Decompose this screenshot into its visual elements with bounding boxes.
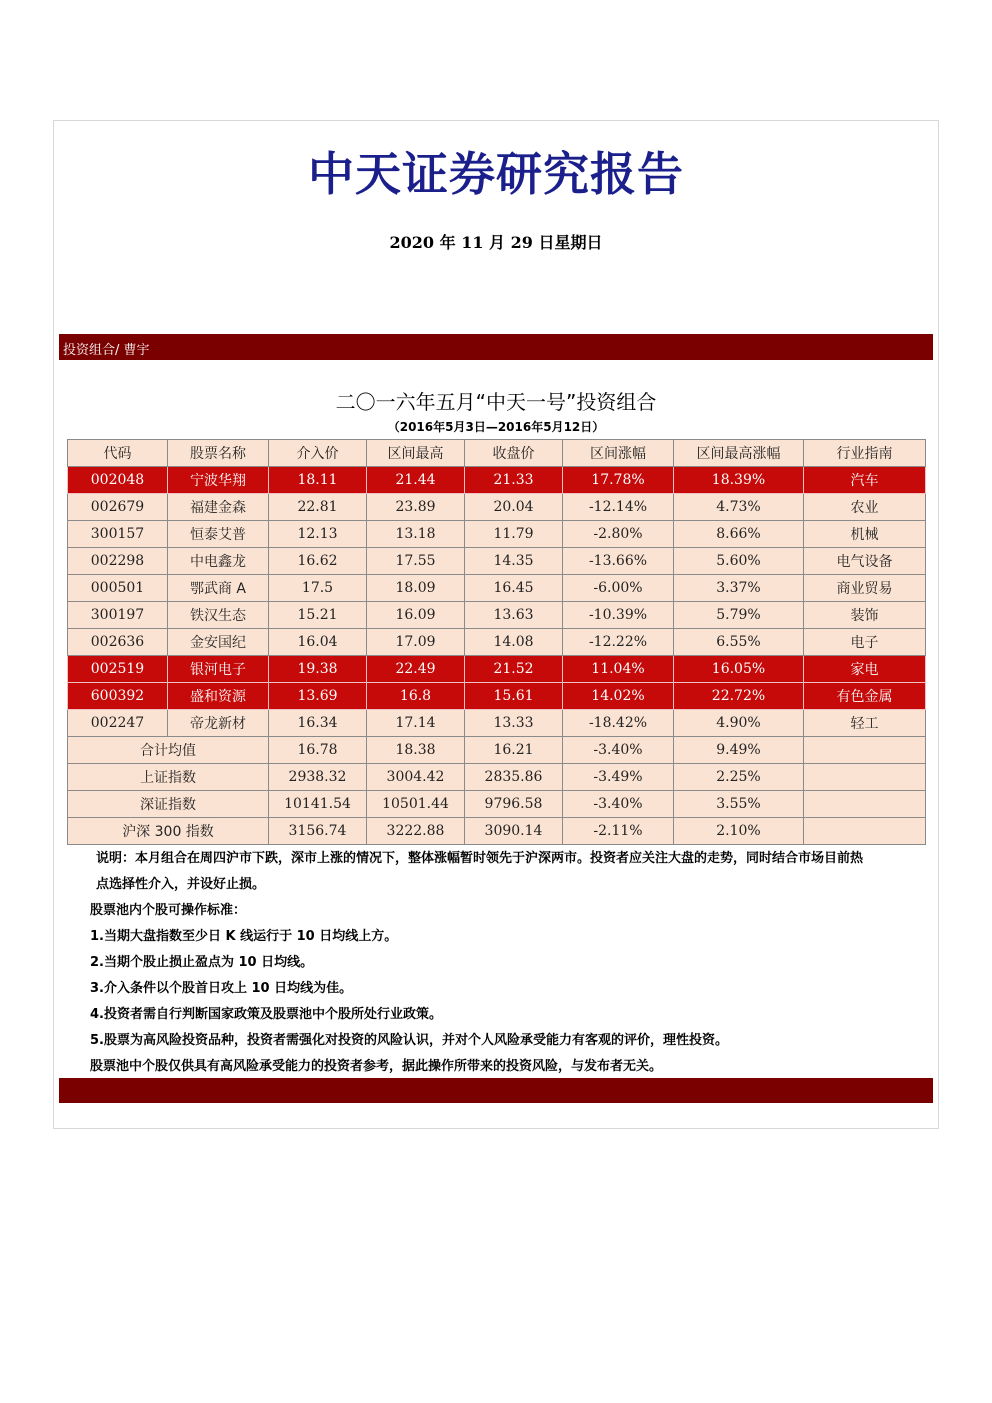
summary-label: 上证指数 — [68, 764, 269, 791]
table-cell-industry: 商业贸易 — [804, 575, 926, 602]
summary-label: 深证指数 — [68, 791, 269, 818]
table-cell-code: 600392 — [68, 683, 168, 710]
table-cell-change: 17.78% — [563, 467, 674, 494]
summary-cell-high: 18.38 — [367, 737, 465, 764]
portfolio-title: 二〇一六年五月“中天一号”投资组合 — [335, 390, 657, 414]
table-cell-max-change: 3.37% — [674, 575, 804, 602]
table-cell-entry: 13.69 — [269, 683, 367, 710]
summary-cell-max-change: 9.49% — [674, 737, 804, 764]
summary-cell-high: 3004.42 — [367, 764, 465, 791]
table-cell-max-change: 5.79% — [674, 602, 804, 629]
table-cell-close: 14.08 — [465, 629, 563, 656]
table-cell-close: 11.79 — [465, 521, 563, 548]
table-cell-entry: 16.34 — [269, 710, 367, 737]
table-cell-name: 金安国纪 — [168, 629, 269, 656]
table-cell-close: 13.63 — [465, 602, 563, 629]
summary-label: 合计均值 — [68, 737, 269, 764]
portfolio-period: （2016年5月3日—2016年5月12日） — [387, 420, 605, 434]
table-cell-name: 恒泰艾普 — [168, 521, 269, 548]
table-cell-industry: 汽车 — [804, 467, 926, 494]
summary-cell-entry: 3156.74 — [269, 818, 367, 845]
table-cell-industry: 家电 — [804, 656, 926, 683]
table-cell-code: 002298 — [68, 548, 168, 575]
header-cell: 区间涨幅 — [563, 440, 674, 467]
table-cell-entry: 16.04 — [269, 629, 367, 656]
table-cell-high: 17.14 — [367, 710, 465, 737]
summary-cell-empty — [804, 791, 926, 818]
table-cell-high: 21.44 — [367, 467, 465, 494]
summary-cell-change: -3.49% — [563, 764, 674, 791]
summary-row — [68, 791, 926, 818]
explanation-line: 说明：本月组合在周四沪市下跌，深市上涨的情况下，整体涨幅暂时领先于沪深两市。投资者应关注大盘的走势，同时结合市场目前热 — [96, 851, 864, 866]
summary-cell-max-change: 3.55% — [674, 791, 804, 818]
table-cell-name: 鄂武商 A — [168, 575, 269, 602]
table-row — [68, 521, 926, 548]
summary-label: 沪深 300 指数 — [68, 818, 269, 845]
table-cell-code: 002679 — [68, 494, 168, 521]
footer-bar — [59, 1078, 933, 1103]
table-cell-code: 002048 — [68, 467, 168, 494]
summary-row — [68, 764, 926, 791]
table-cell-max-change: 4.90% — [674, 710, 804, 737]
table-cell-change: -13.66% — [563, 548, 674, 575]
table-cell-entry: 18.11 — [269, 467, 367, 494]
table-cell-high: 13.18 — [367, 521, 465, 548]
table-row — [68, 467, 926, 494]
table-cell-industry: 装饰 — [804, 602, 926, 629]
table-row — [68, 494, 926, 521]
table-cell-name: 宁波华翔 — [168, 467, 269, 494]
criteria-item: 5.股票为高风险投资品种，投资者需强化对投资的风险认识，并对个人风险承受能力有客观的评价，理性投资。 — [90, 1033, 728, 1048]
summary-cell-close: 16.21 — [465, 737, 563, 764]
summary-cell-entry: 16.78 — [269, 737, 367, 764]
table-cell-change: -18.42% — [563, 710, 674, 737]
table-cell-industry: 电气设备 — [804, 548, 926, 575]
header-cell: 区间最高涨幅 — [674, 440, 804, 467]
table-cell-industry: 轻工 — [804, 710, 926, 737]
summary-cell-entry: 10141.54 — [269, 791, 367, 818]
table-cell-name: 中电鑫龙 — [168, 548, 269, 575]
table-cell-name: 银河电子 — [168, 656, 269, 683]
table-cell-max-change: 4.73% — [674, 494, 804, 521]
table-cell-change: 14.02% — [563, 683, 674, 710]
table-cell-entry: 15.21 — [269, 602, 367, 629]
summary-row — [68, 737, 926, 764]
table-cell-close: 14.35 — [465, 548, 563, 575]
section-bar-label: 投资组合/ 曹宇 — [63, 343, 150, 358]
table-cell-high: 18.09 — [367, 575, 465, 602]
summary-cell-empty — [804, 818, 926, 845]
table-row — [68, 710, 926, 737]
disclaimer: 股票池中个股仅供具有高风险承受能力的投资者参考，据此操作所带来的投资风险，与发布者无关。 — [90, 1059, 663, 1074]
table-row — [68, 656, 926, 683]
table-cell-name: 福建金森 — [168, 494, 269, 521]
table-cell-high: 16.09 — [367, 602, 465, 629]
table-cell-high: 16.8 — [367, 683, 465, 710]
table-cell-change: -2.80% — [563, 521, 674, 548]
criteria-item: 4.投资者需自行判断国家政策及股票池中个股所处行业政策。 — [90, 1007, 442, 1022]
table-cell-max-change: 16.05% — [674, 656, 804, 683]
summary-cell-empty — [804, 764, 926, 791]
summary-cell-change: -3.40% — [563, 791, 674, 818]
criteria-item: 2.当期个股止损止盈点为 10 日均线。 — [90, 955, 314, 970]
summary-cell-close: 9796.58 — [465, 791, 563, 818]
table-cell-code: 000501 — [68, 575, 168, 602]
table-cell-max-change: 5.60% — [674, 548, 804, 575]
summary-cell-max-change: 2.10% — [674, 818, 804, 845]
table-cell-max-change: 22.72% — [674, 683, 804, 710]
explanation-line: 点选择性介入，并设好止损。 — [96, 877, 266, 892]
table-cell-close: 15.61 — [465, 683, 563, 710]
report-title: 中天证券研究报告 — [308, 147, 684, 201]
table-header-row — [68, 440, 926, 467]
table-row — [68, 602, 926, 629]
portfolio-table — [67, 439, 926, 845]
table-cell-entry: 16.62 — [269, 548, 367, 575]
header-cell: 代码 — [68, 440, 168, 467]
table-cell-industry: 农业 — [804, 494, 926, 521]
table-cell-industry: 电子 — [804, 629, 926, 656]
header-cell: 介入价 — [269, 440, 367, 467]
table-cell-change: -12.14% — [563, 494, 674, 521]
table-cell-high: 23.89 — [367, 494, 465, 521]
table-cell-max-change: 18.39% — [674, 467, 804, 494]
summary-cell-close: 3090.14 — [465, 818, 563, 845]
table-cell-name: 帝龙新材 — [168, 710, 269, 737]
table-cell-high: 17.55 — [367, 548, 465, 575]
criteria-title: 股票池内个股可操作标准： — [90, 903, 247, 918]
summary-cell-high: 10501.44 — [367, 791, 465, 818]
table-cell-close: 21.52 — [465, 656, 563, 683]
table-cell-industry: 有色金属 — [804, 683, 926, 710]
notes-section — [90, 846, 936, 1080]
table-cell-code: 002636 — [68, 629, 168, 656]
summary-cell-change: -2.11% — [563, 818, 674, 845]
table-cell-close: 20.04 — [465, 494, 563, 521]
summary-cell-change: -3.40% — [563, 737, 674, 764]
table-cell-max-change: 8.66% — [674, 521, 804, 548]
summary-cell-entry: 2938.32 — [269, 764, 367, 791]
report-date: 2020 年 11 月 29 日星期日 — [389, 233, 603, 252]
table-cell-close: 16.45 — [465, 575, 563, 602]
criteria-item: 1.当期大盘指数至少日 K 线运行于 10 日均线上方。 — [90, 929, 398, 944]
criteria-item: 3.介入条件以个股首日攻上 10 日均线为佳。 — [90, 981, 353, 996]
table-cell-code: 002519 — [68, 656, 168, 683]
table-cell-close: 13.33 — [465, 710, 563, 737]
section-bar — [59, 334, 933, 360]
summary-cell-close: 2835.86 — [465, 764, 563, 791]
table-cell-name: 铁汉生态 — [168, 602, 269, 629]
table-cell-high: 17.09 — [367, 629, 465, 656]
table-row — [68, 575, 926, 602]
table-cell-industry: 机械 — [804, 521, 926, 548]
table-row — [68, 548, 926, 575]
table-cell-high: 22.49 — [367, 656, 465, 683]
header-cell: 股票名称 — [168, 440, 269, 467]
header-cell: 行业指南 — [804, 440, 926, 467]
table-cell-entry: 12.13 — [269, 521, 367, 548]
table-cell-entry: 17.5 — [269, 575, 367, 602]
summary-cell-empty — [804, 737, 926, 764]
header-cell: 区间最高 — [367, 440, 465, 467]
table-cell-max-change: 6.55% — [674, 629, 804, 656]
table-cell-close: 21.33 — [465, 467, 563, 494]
table-cell-name: 盛和资源 — [168, 683, 269, 710]
table-cell-code: 300157 — [68, 521, 168, 548]
table-row — [68, 683, 926, 710]
table-row — [68, 629, 926, 656]
table-cell-change: -10.39% — [563, 602, 674, 629]
header-cell: 收盘价 — [465, 440, 563, 467]
summary-cell-max-change: 2.25% — [674, 764, 804, 791]
table-cell-code: 300197 — [68, 602, 168, 629]
table-cell-change: -12.22% — [563, 629, 674, 656]
summary-row — [68, 818, 926, 845]
table-cell-change: -6.00% — [563, 575, 674, 602]
table-cell-change: 11.04% — [563, 656, 674, 683]
table-cell-code: 002247 — [68, 710, 168, 737]
table-cell-entry: 22.81 — [269, 494, 367, 521]
table-cell-entry: 19.38 — [269, 656, 367, 683]
summary-cell-high: 3222.88 — [367, 818, 465, 845]
